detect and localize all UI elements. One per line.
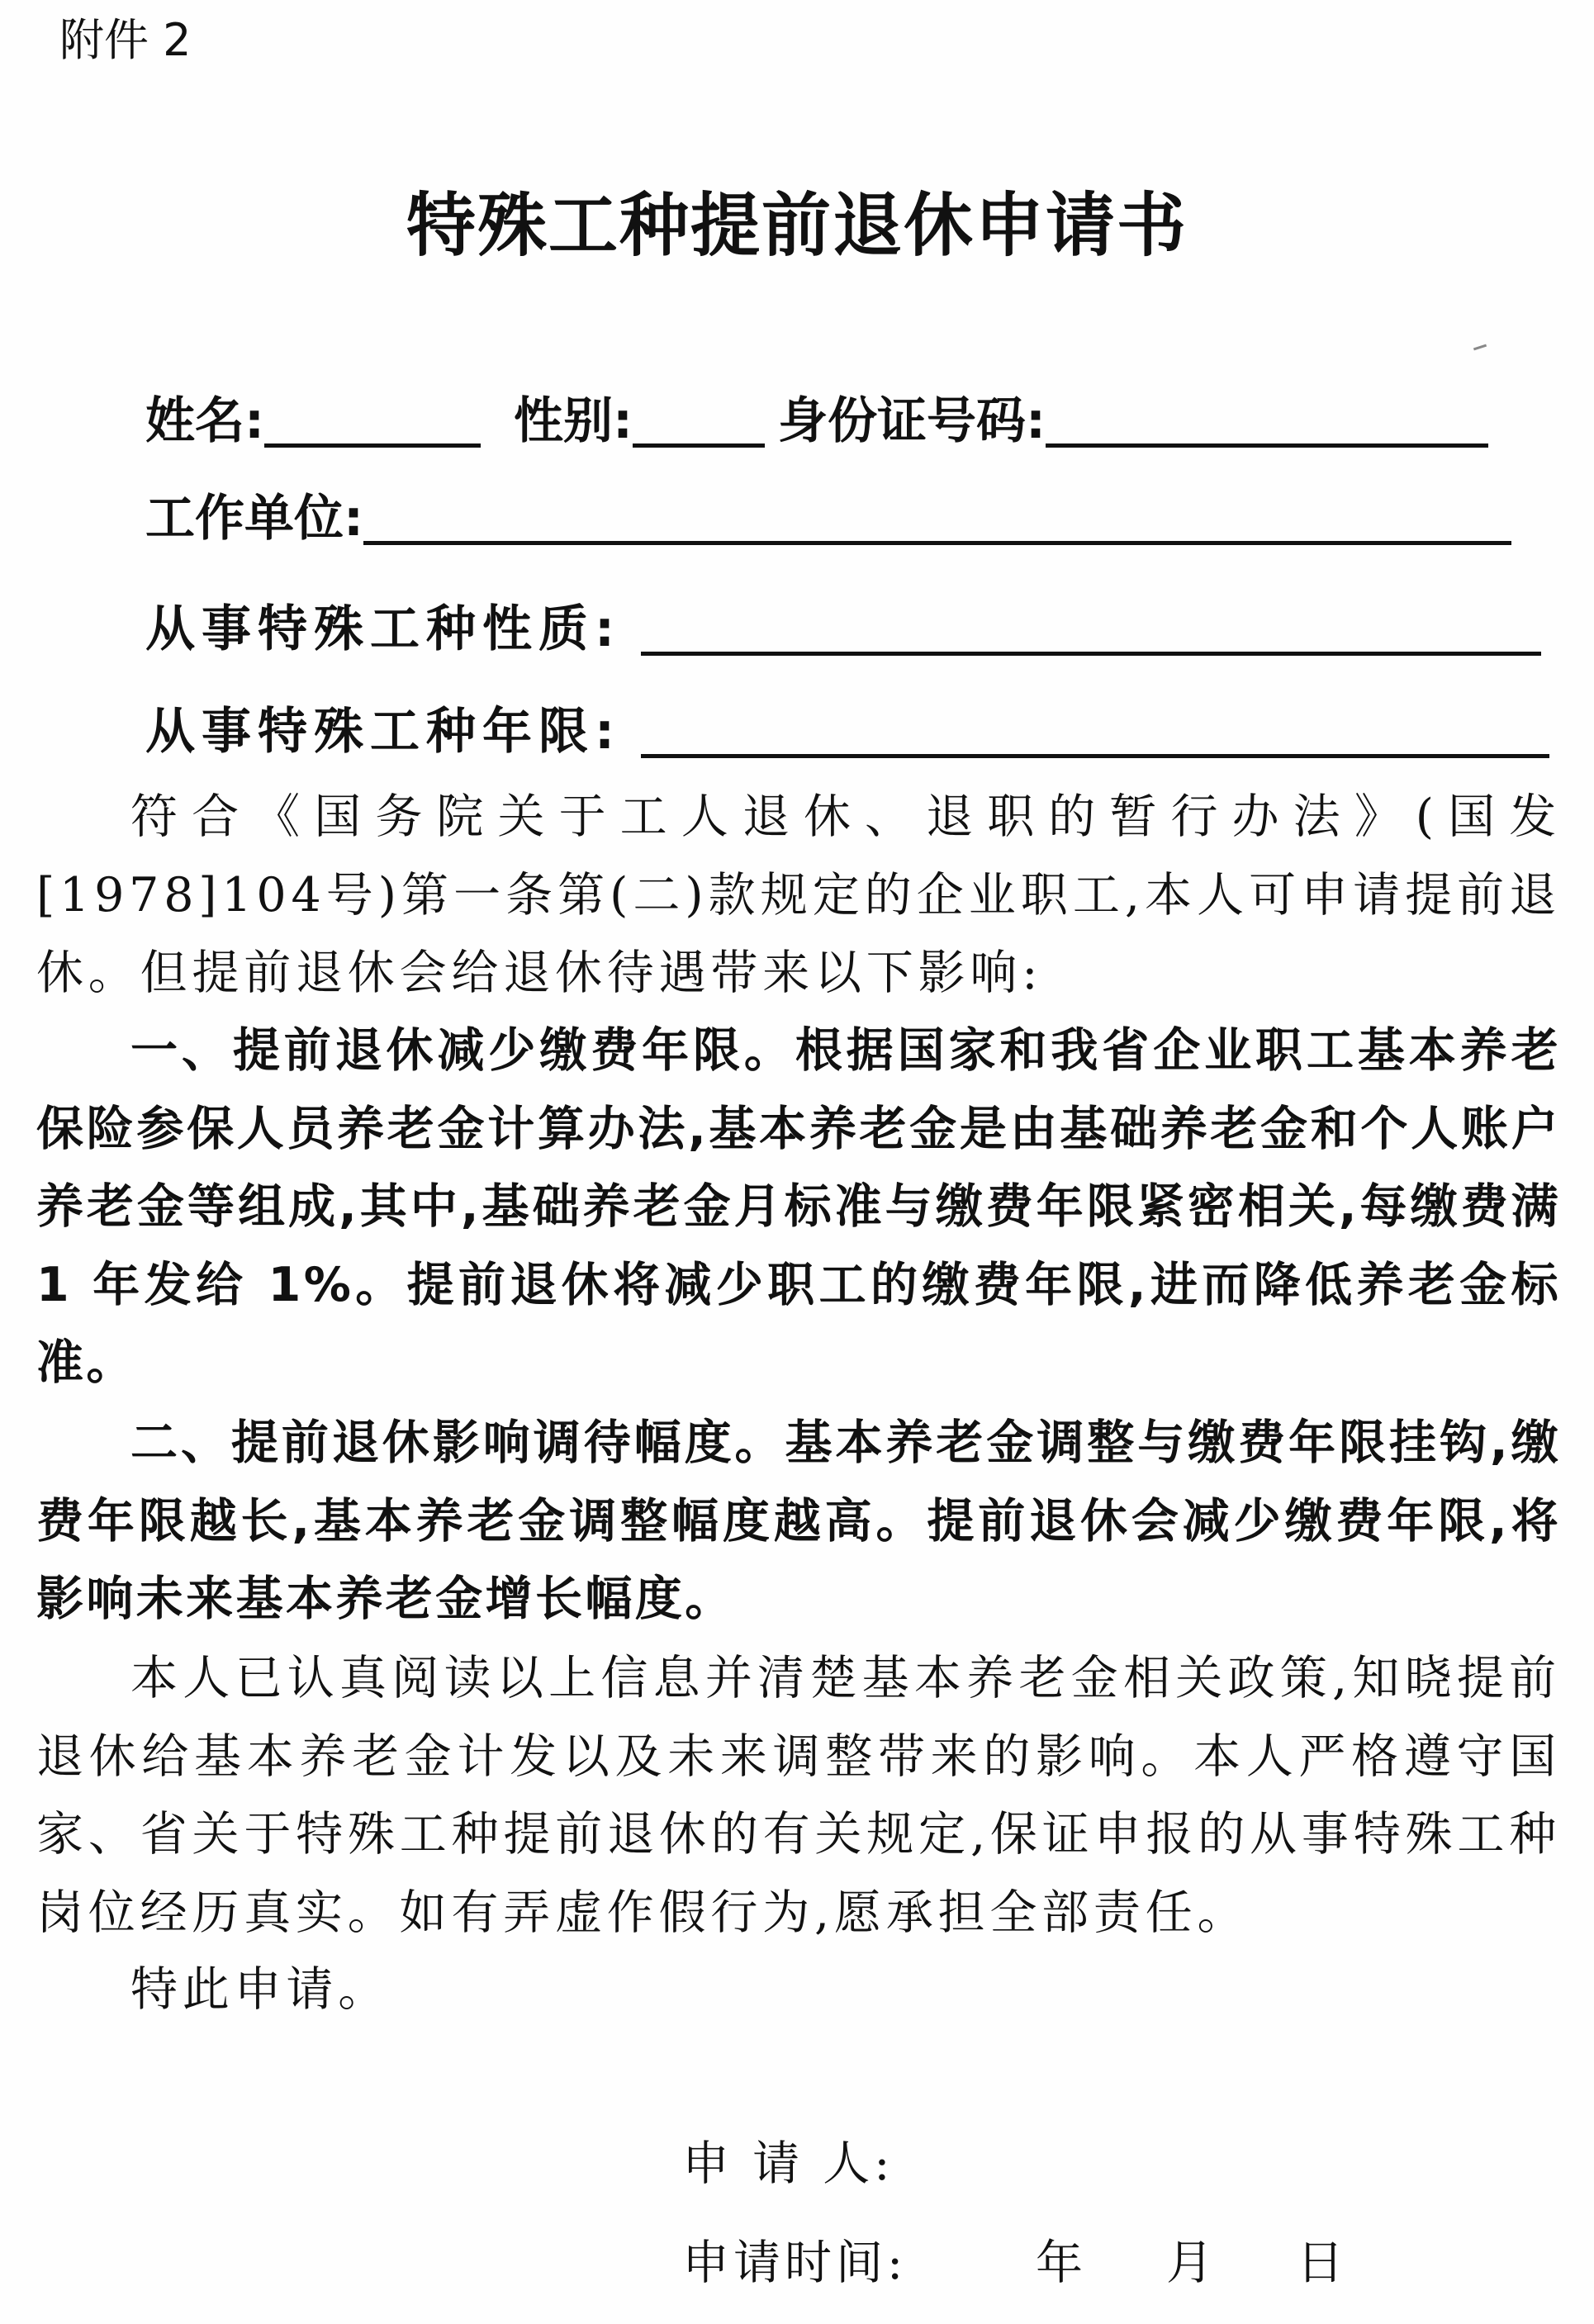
job-nature-label: 从事特殊工种性质: — [145, 600, 621, 658]
month-label: 月 — [1166, 2236, 1217, 2290]
employer-row — [145, 486, 1511, 552]
point-one-paragraph: 一、提前退休减少缴费年限。根据国家和我省企业职工基本养老保险参保人员养老金计算办法,基本养老金是由基础养老金和个人账户养老金等组成,其中,基础养老金月标准与缴费年限紧密相关,每缴费满 1 年发给 1%。提前退休将减少职工的缴费年限,进而降低养老金标准。 — [36, 1023, 1561, 1390]
scan-speck — [1473, 344, 1487, 351]
job-years-row — [145, 699, 1549, 765]
document-title: 特殊工种提前退休申请书 — [406, 184, 1188, 266]
name-label: 姓名: — [145, 392, 264, 450]
job-years-field[interactable] — [641, 706, 1549, 758]
intro-paragraph: 符合《国务院关于工人退休、退职的暂行办法》(国发[1978]104号)第一条第(二)款规定的企业职工,本人可申请提前退休。但提前退休会给退休待遇带来以下影响: — [36, 790, 1561, 1000]
gender-field[interactable] — [633, 396, 765, 448]
job-nature-row — [145, 596, 1541, 662]
job-years-label: 从事特殊工种年限: — [145, 703, 621, 761]
id-number-field[interactable] — [1046, 396, 1488, 448]
applicant-label: 申 请 人: — [682, 2137, 894, 2191]
application-date-label: 申请时间: — [682, 2236, 908, 2290]
id-number-label: 身份证号码: — [778, 392, 1046, 450]
year-label: 年 — [1036, 2236, 1087, 2290]
point-two-paragraph: 二、提前退休影响调待幅度。基本养老金调整与缴费年限挂钩,缴费年限越长,基本养老金调整幅度越高。提前退休会减少缴费年限,将影响未来基本养老金增长幅度。 — [36, 1416, 1561, 1626]
declaration-paragraph: 本人已认真阅读以上信息并清楚基本养老金相关政策,知晓提前退休给基本养老金计发以及未来调整带来的影响。本人严格遵守国家、省关于特殊工种提前退休的有关规定,保证申报的从事特殊工种岗位经历真实。如有弄虚作假行为,愿承担全部责任。 — [36, 1651, 1561, 1940]
closing-paragraph: 特此申请。 — [130, 1962, 390, 2017]
personal-info-row — [145, 388, 1488, 454]
employer-label: 工作单位: — [145, 490, 363, 548]
name-field[interactable] — [264, 396, 481, 448]
employer-field[interactable] — [363, 493, 1511, 545]
day-label: 日 — [1297, 2236, 1348, 2290]
gender-label: 性别: — [514, 392, 633, 450]
job-nature-field[interactable] — [641, 604, 1541, 656]
attachment-label: 附件 2 — [59, 14, 192, 66]
